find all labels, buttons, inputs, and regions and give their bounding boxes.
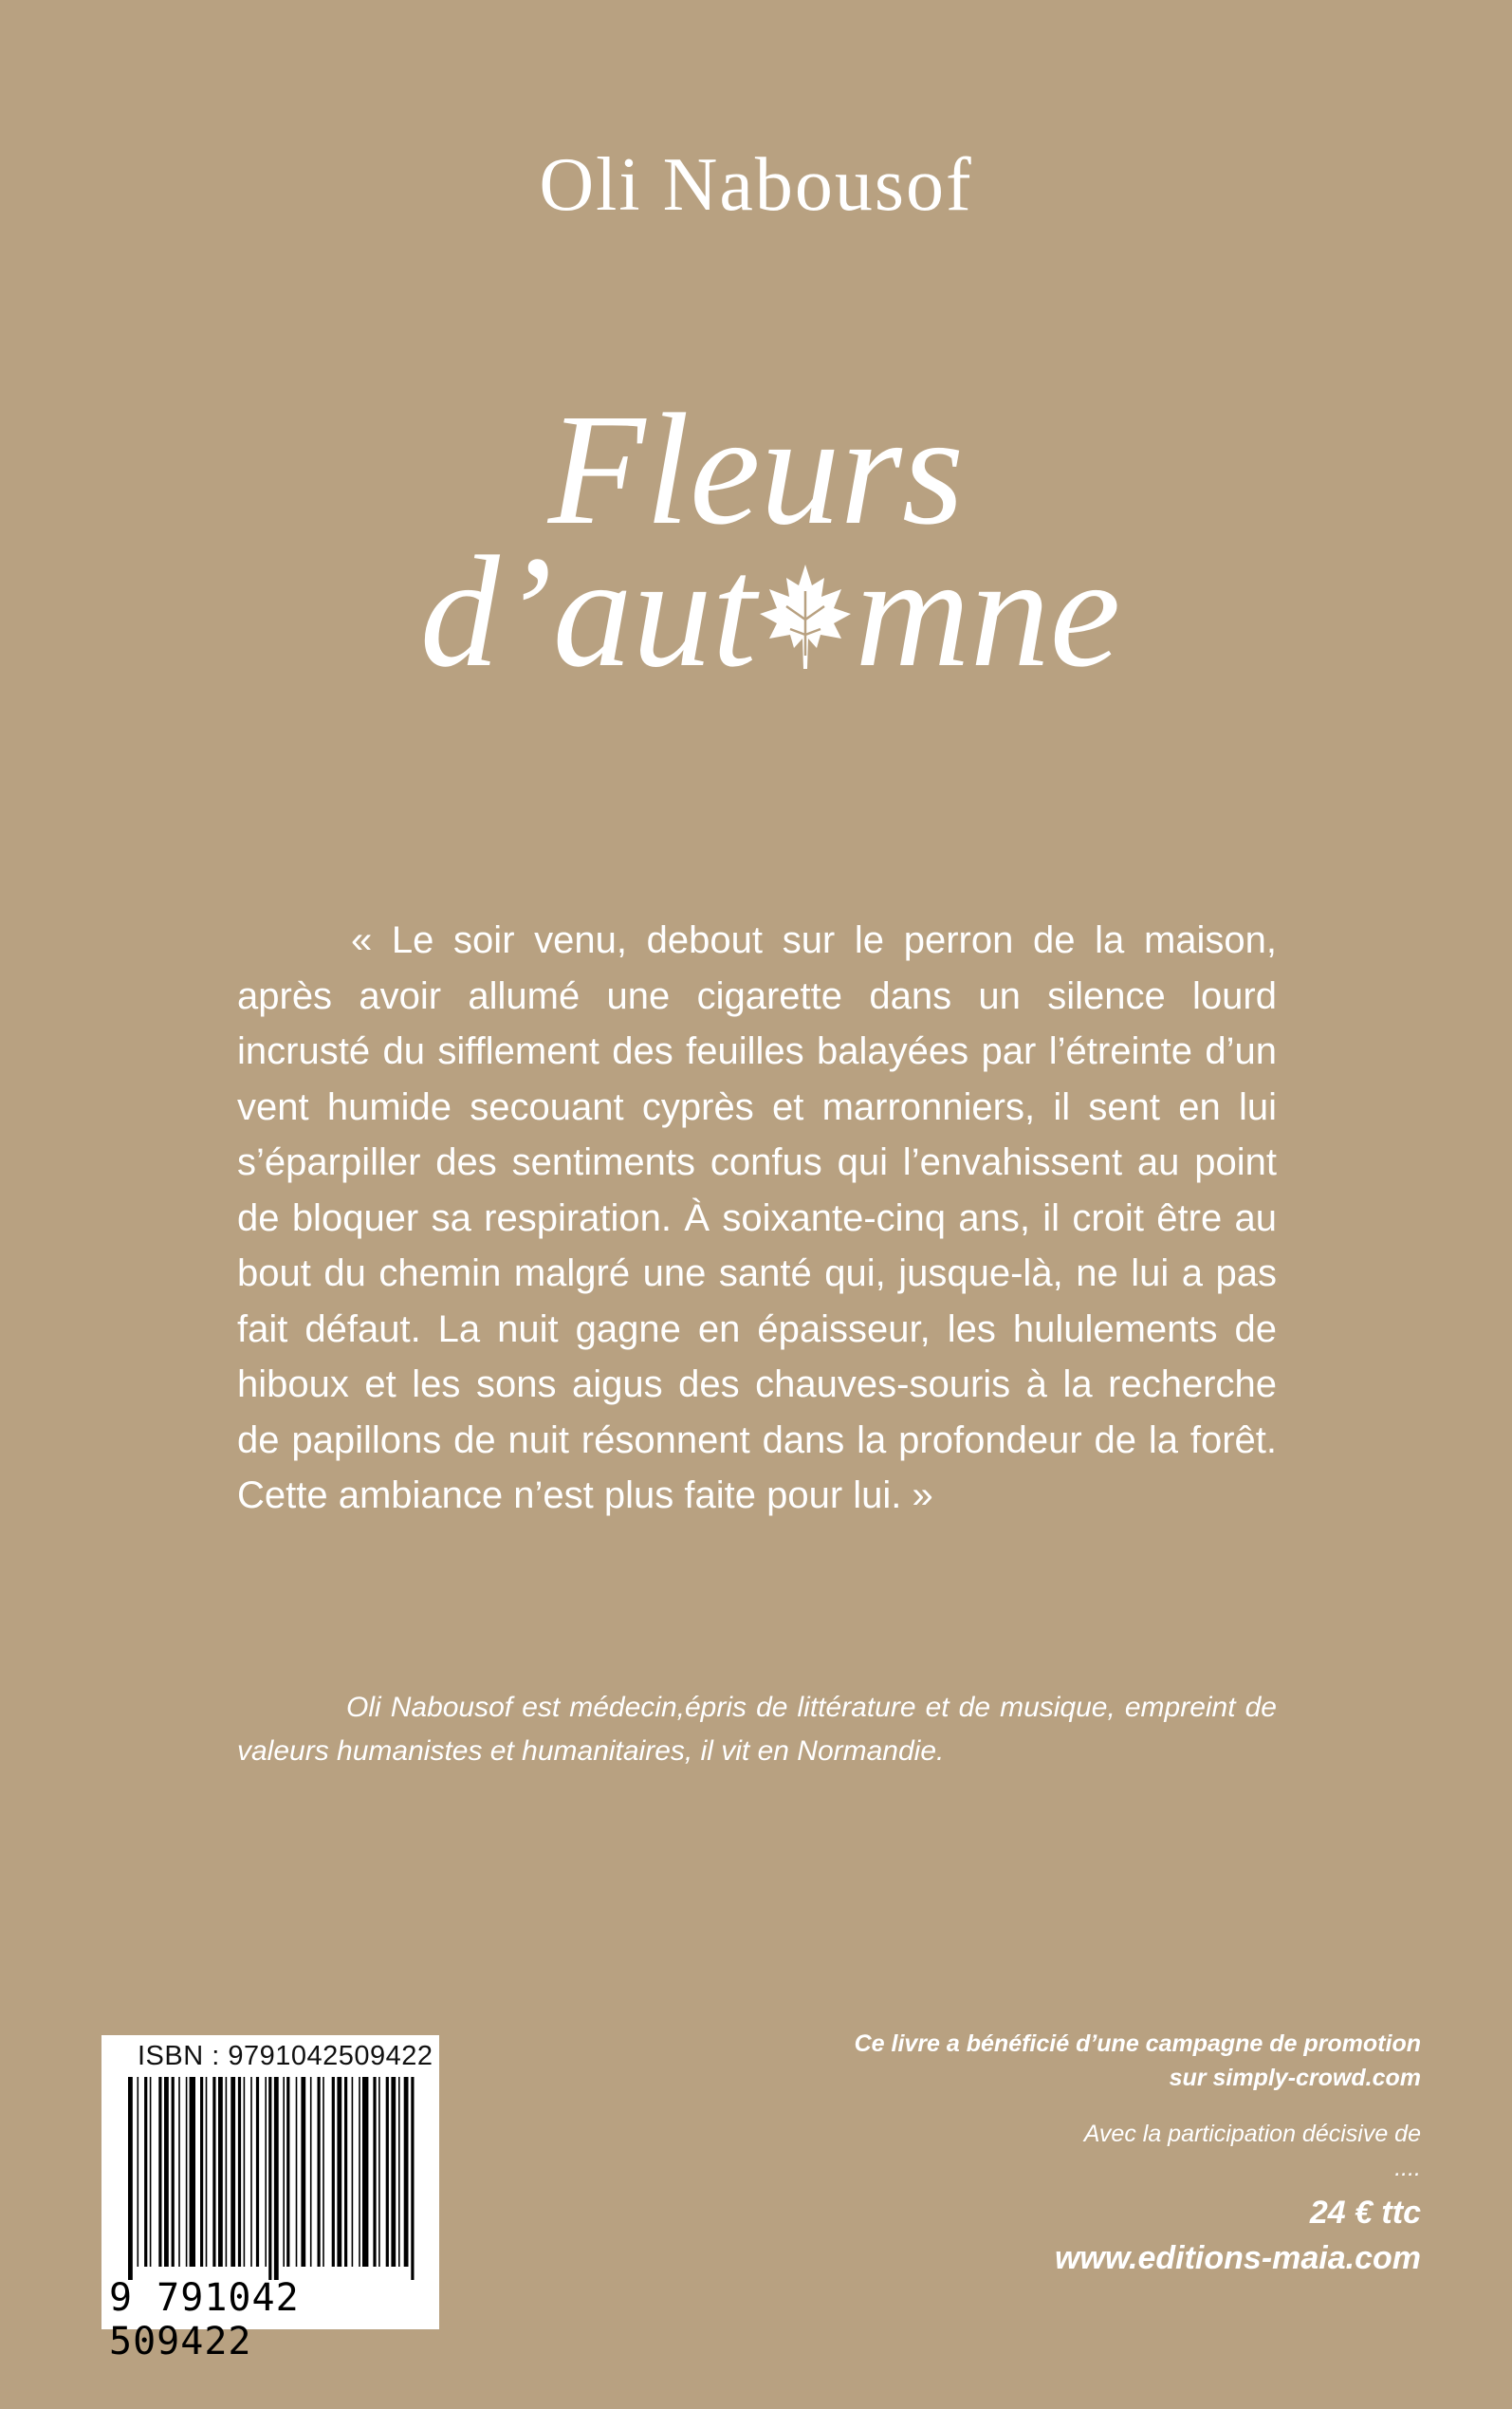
- barcode-bar: [178, 2077, 180, 2267]
- barcode-bar: [344, 2077, 347, 2267]
- barcode-bar: [318, 2077, 321, 2267]
- participation-line-1: Avec la participation décisive de: [1083, 2121, 1421, 2147]
- barcode-bar: [218, 2077, 223, 2267]
- maple-leaf-icon: [758, 561, 853, 673]
- promotion-line-1: Ce livre a bénéficié d’une campagne de promotion: [854, 2030, 1421, 2057]
- barcode-bar: [283, 2077, 285, 2267]
- barcode-bar: [286, 2077, 289, 2267]
- title-line-2: [28, 524, 1512, 700]
- barcode-bar: [323, 2077, 324, 2267]
- barcode-bar: [268, 2077, 271, 2280]
- barcode-bar: [212, 2077, 215, 2267]
- barcode-bar: [206, 2077, 208, 2267]
- promotion-line-2: sur simply-crowd.com: [1169, 2065, 1421, 2091]
- barcode-bar: [362, 2077, 368, 2267]
- book-title: [0, 381, 1512, 700]
- barcode-bar: [164, 2077, 169, 2267]
- barcode-bar: [373, 2077, 376, 2267]
- barcode-bar: [138, 2077, 139, 2267]
- barcode-bar: [250, 2077, 252, 2267]
- barcode-bar: [296, 2077, 298, 2267]
- barcode-bar: [391, 2077, 396, 2267]
- barcode-bar: [301, 2077, 305, 2267]
- barcode-bar: [310, 2077, 312, 2267]
- barcode-bar: [411, 2077, 414, 2280]
- barcode-bar: [398, 2077, 400, 2267]
- barcode-bar: [244, 2077, 246, 2267]
- barcode-bar: [337, 2077, 341, 2267]
- barcode-bar: [386, 2077, 389, 2267]
- barcode-bar: [128, 2077, 133, 2280]
- title-line-2-end: mne: [855, 524, 1121, 700]
- barcode-bars: [128, 2077, 416, 2280]
- participation-line-2: ....: [1394, 2155, 1421, 2181]
- barcode-bar: [265, 2077, 267, 2267]
- barcode-bar: [378, 2077, 380, 2267]
- barcode-bar: [238, 2077, 241, 2267]
- barcode-box: [101, 2035, 439, 2363]
- isbn-label: ISBN : 9791042509422: [138, 2041, 433, 2071]
- price-block: [1055, 2190, 1421, 2281]
- barcode-bar: [186, 2077, 188, 2267]
- title-line-1: Fleurs: [547, 381, 965, 558]
- barcode-bar: [200, 2077, 203, 2267]
- barcode-bar: [274, 2077, 279, 2280]
- barcode-digits: 9 791042 509422: [109, 2276, 300, 2363]
- barcode-bar: [158, 2077, 161, 2267]
- barcode-bar: [190, 2077, 195, 2267]
- price-label: 24 € ttc: [1309, 2195, 1421, 2231]
- barcode-bar: [150, 2077, 152, 2267]
- author-bio: Oli Nabousof est médecin,épris de littérature et de musique, empreint de valeurs humanistes et humanitaires, il vit en Normandie.: [237, 1692, 1277, 1767]
- excerpt-quote: « Le soir venu, debout sur le perron de la maison, après avoir allumé une cigarette dans un silence lourd incrusté du sifflement des feuilles balayées par l’étreinte d’un vent humide secouant cyprès et marronniers, il sent en lui s’éparpiller des sentiments confus qui l’envahissent au point de bloquer sa respiration. À soixante-cinq ans, il croit être au bout du chemin malgré une santé qui, jusque-là, ne lui a pas fait défaut. La nuit gagne en épaisseur, les hululements de hiboux et les sons aigus des chauves-souris à la recherche de papillons de nuit résonnent dans la profondeur de la forêt. Cette ambiance n’est plus faite pour lui. »: [237, 919, 1277, 1516]
- title-line-2-start: d’aut: [419, 524, 757, 700]
- barcode-bar: [359, 2077, 360, 2267]
- barcode-bar: [352, 2077, 354, 2267]
- barcode-bar: [172, 2077, 175, 2267]
- publisher-website: www.editions-maia.com: [1054, 2240, 1421, 2276]
- promotion-notice: [855, 2027, 1421, 2095]
- barcode-bar: [256, 2077, 259, 2267]
- barcode-bar: [226, 2077, 228, 2267]
- barcode-bar: [230, 2077, 235, 2267]
- barcode-bar: [144, 2077, 147, 2267]
- barcode-bar: [404, 2077, 409, 2267]
- author-name: Oli Nabousof: [539, 143, 973, 227]
- participation-notice: [1084, 2117, 1421, 2185]
- barcode-bar: [332, 2077, 335, 2267]
